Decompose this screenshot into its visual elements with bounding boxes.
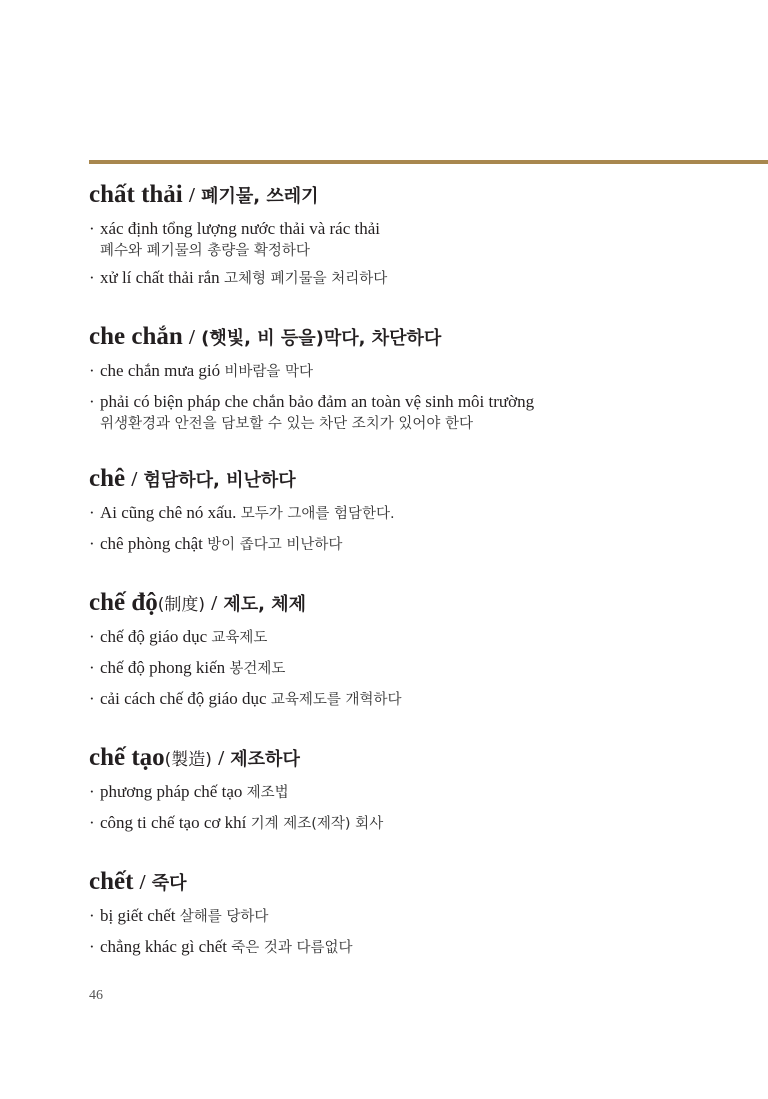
bullet: · [89, 534, 95, 553]
example-vi: xác định tổng lượng nước thải và rác thải [100, 219, 380, 238]
example [89, 622, 749, 653]
example-ko: 살해를 당하다 [179, 909, 269, 925]
entry-headline [89, 586, 749, 622]
example [89, 777, 749, 808]
example [89, 498, 749, 529]
bullet: · [89, 392, 95, 411]
top-rule [89, 160, 768, 164]
entry-headline [89, 178, 749, 214]
example-ko: 제조법 [246, 785, 289, 801]
separator: / [189, 183, 195, 207]
example-vi: chẳng khác gì chết [100, 937, 227, 956]
separator: / [218, 746, 225, 770]
entry-che-tao [89, 741, 749, 839]
example-vi: chế độ giáo dục [100, 627, 208, 646]
headword: che chắn [89, 323, 183, 350]
example [89, 263, 749, 294]
example-ko: 위생환경과 안전을 담보할 수 있는 차단 조치가 있어야 한다 [100, 416, 474, 432]
example-ko: 교육제도 [211, 630, 268, 646]
example-vi: phải có biện pháp che chắn bảo đảm an toàn vệ sinh môi trường [100, 392, 535, 411]
page-number: 46 [89, 988, 103, 1003]
bullet: · [89, 813, 95, 832]
meaning: 험담하다, 비난하다 [143, 470, 296, 491]
entry-chat-thai [89, 178, 749, 294]
entry-che-do [89, 586, 749, 715]
example [89, 356, 749, 387]
entry-headline [89, 320, 749, 356]
separator: / [131, 467, 138, 491]
separator: / [189, 325, 195, 349]
bullet: · [89, 627, 95, 646]
bullet: · [89, 782, 95, 801]
dictionary-entries [89, 178, 749, 989]
meaning: 제도, 체제 [223, 594, 307, 615]
entry-che-chan [89, 320, 749, 436]
bullet: · [89, 658, 95, 677]
example-vi: che chắn mưa gió [100, 361, 221, 380]
hanja: (制度) [157, 595, 206, 615]
example [89, 214, 749, 263]
entry-chet [89, 865, 749, 963]
example-ko: 기계 제조(제작) 회사 [250, 816, 384, 832]
example [89, 653, 749, 684]
separator: / [139, 870, 146, 894]
meaning: 폐기물, 쓰레기 [201, 186, 319, 207]
example-ko: 모두가 그애를 험담한다. [240, 506, 395, 522]
entry-headline [89, 741, 749, 777]
example-ko: 폐수와 폐기물의 총량을 확정하다 [100, 243, 310, 259]
example [89, 932, 749, 963]
example-ko: 교육제도를 개혁하다 [270, 692, 402, 708]
bullet: · [89, 361, 95, 380]
example [89, 387, 749, 436]
example-ko: 고체형 폐기물을 처리하다 [223, 271, 388, 287]
example [89, 901, 749, 932]
example-ko: 봉건제도 [229, 661, 286, 677]
example-vi: Ai cũng chê nó xấu. [100, 503, 237, 522]
bullet: · [89, 937, 95, 956]
headword: chất thải [89, 181, 183, 208]
example-vi: xử lí chất thải rắn [100, 268, 220, 287]
bullet: · [89, 503, 95, 522]
headword: chế tạo [89, 744, 165, 771]
example [89, 808, 749, 839]
bullet: · [89, 219, 95, 238]
entry-headline [89, 865, 749, 901]
example-vi: chê phòng chật [100, 534, 203, 553]
meaning: 죽다 [151, 873, 187, 894]
separator: / [211, 591, 218, 615]
bullet: · [89, 268, 95, 287]
example [89, 684, 749, 715]
example-vi: cải cách chế độ giáo dục [100, 689, 267, 708]
meaning: 제조하다 [230, 749, 300, 770]
example-vi: phương pháp chế tạo [100, 782, 243, 801]
headword: chê [89, 465, 126, 492]
example-ko: 비바람을 막다 [224, 364, 314, 380]
example [89, 529, 749, 560]
example-vi: chế độ phong kiến [100, 658, 226, 677]
entry-headline [89, 462, 749, 498]
example-ko: 방이 좁다고 비난하다 [207, 537, 343, 553]
example-vi: bị giết chết [100, 906, 176, 925]
bullet: · [89, 689, 95, 708]
example-ko: 죽은 것과 다름없다 [231, 940, 353, 956]
headword: chế độ [89, 589, 158, 616]
bullet: · [89, 906, 95, 925]
entry-che [89, 462, 749, 560]
example-vi: công ti chế tạo cơ khí [100, 813, 247, 832]
headword: chết [89, 868, 134, 895]
meaning: (햇빛, 비 등을)막다, 차단하다 [201, 328, 442, 349]
hanja: (製造) [164, 750, 212, 770]
